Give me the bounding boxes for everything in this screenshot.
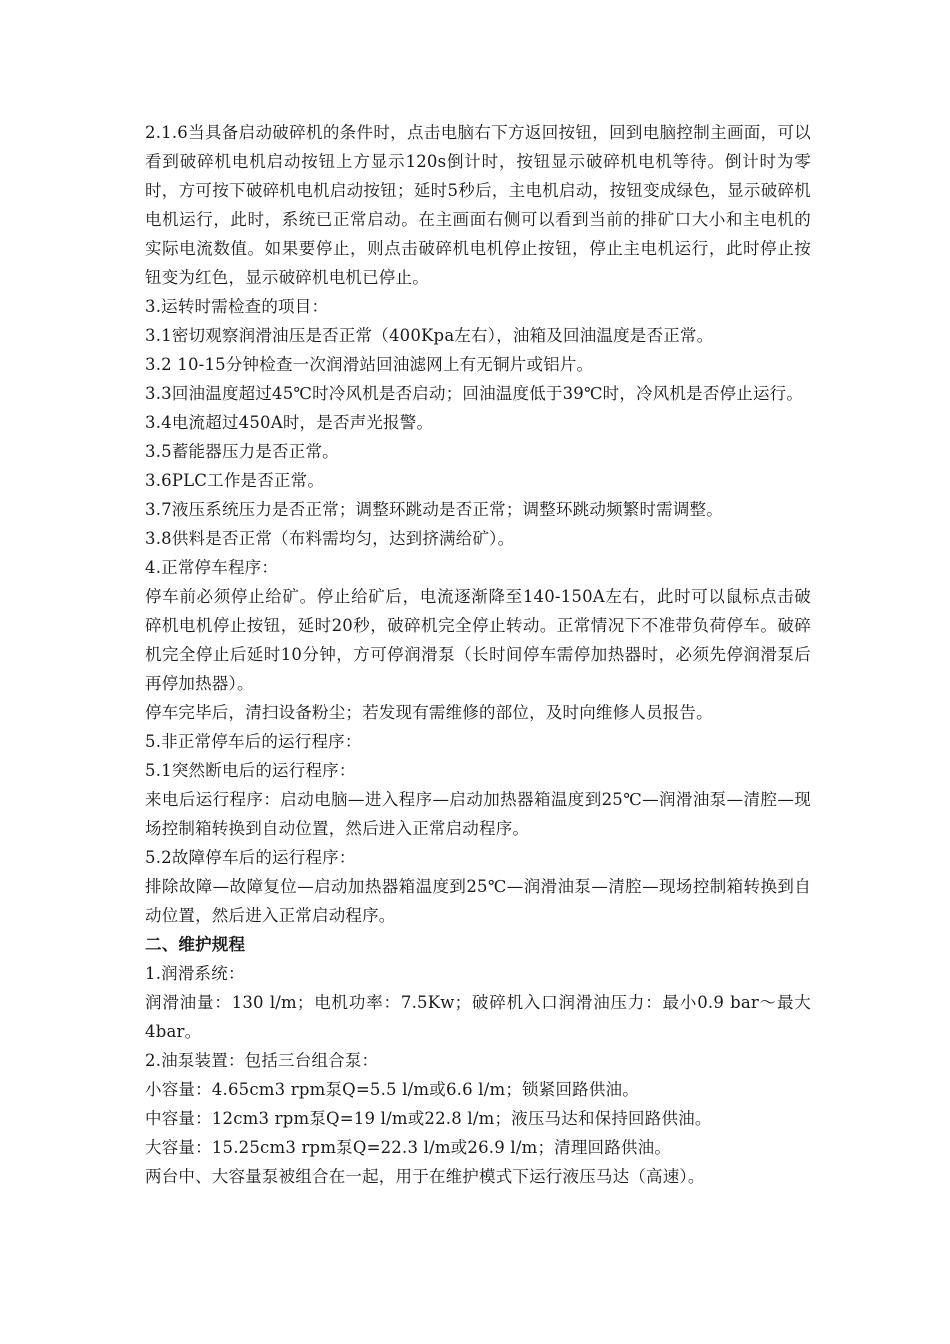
paragraph: 来电后运行程序：启动电脑—进入程序—启动加热器箱温度到25℃—润滑油泵—清腔—现场控制箱转换到自动位置，然后进入正常启动程序。 [145, 790, 811, 838]
paragraph: 5.2故障停车后的运行程序： [145, 848, 356, 867]
paragraph: 停车前必须停止给矿。停止给矿后，电流逐渐降至140-150A左右，此时可以鼠标点击破碎机电机停止按钮，延时20秒，破碎机完全停止转动。正常情况下不准带负荷停车。破碎机完全停止后延时10分钟，方可停润滑泵（长时间停车需停加热器时，必须先停润滑泵后再停加热器）。 [145, 587, 811, 693]
paragraph: 2.油泵装置：包括三台组合泵： [145, 1051, 379, 1070]
paragraph: 3.2 10-15分钟检查一次润滑站回油滤网上有无铜片或铝片。 [145, 355, 594, 374]
paragraph: 大容量：15.25cm3 rpm泵Q=22.3 l/m或26.9 l/m；清理回路供油。 [145, 1138, 672, 1157]
paragraph: 停车完毕后，清扫设备粉尘；若发现有需维修的部位，及时向维修人员报告。 [145, 703, 713, 722]
paragraph: 5.非正常停车后的运行程序： [145, 732, 362, 751]
paragraph: 3.5蓄能器压力是否正常。 [145, 442, 339, 461]
paragraph: 3.1密切观察润滑油压是否正常（400Kpa左右），油箱及回油温度是否正常。 [145, 326, 714, 345]
section-heading: 二、维护规程 [145, 935, 246, 954]
paragraph: 中容量：12cm3 rpm泵Q=19 l/m或22.8 l/m；液压马达和保持回路供油。 [145, 1109, 712, 1128]
paragraph: 3.4电流超过450A时，是否声光报警。 [145, 413, 434, 432]
paragraph: 小容量：4.65cm3 rpm泵Q=5.5 l/m或6.6 l/m；锁紧回路供油。 [145, 1080, 639, 1099]
paragraph: 3.运转时需检查的项目： [145, 297, 329, 316]
paragraph: 3.6PLC工作是否正常。 [145, 471, 325, 490]
paragraph: 排除故障—故障复位—启动加热器箱温度到25℃—润滑油泵—清腔—现场控制箱转换到自动位置，然后进入正常启动程序。 [145, 877, 811, 925]
paragraph: 3.7液压系统压力是否正常；调整环跳动是否正常；调整环跳动频繁时需调整。 [145, 500, 723, 519]
paragraph: 1.润滑系统： [145, 964, 245, 983]
paragraph: 润滑油量：130 l/m；电机功率：7.5Kw；破碎机入口润滑油压力：最小0.9 bar～最大4bar。 [145, 993, 811, 1041]
paragraph: 3.8供料是否正常（布料需均匀，达到挤满给矿）。 [145, 529, 515, 548]
paragraph: 4.正常停车程序： [145, 558, 279, 577]
paragraph: 3.3回油温度超过45℃时冷风机是否启动；回油温度低于39℃时，冷风机是否停止运行。 [145, 384, 804, 403]
paragraph: 两台中、大容量泵被组合在一起，用于在维护模式下运行液压马达（高速）。 [145, 1167, 705, 1186]
paragraph: 5.1突然断电后的运行程序： [145, 761, 356, 780]
paragraph: 2.1.6当具备启动破碎机的条件时，点击电脑右下方返回按钮，回到电脑控制主画面，可以看到破碎机电机启动按钮上方显示120s倒计时，按钮显示破碎机电机等待。倒计时为零时，方可按下破碎机电机启动按钮；延时5秒后，主电机启动，按钮变成绿色，显示破碎机电机运行，此时，系统已正常启动。在主画面右侧可以看到当前的排矿口大小和主电机的实际电流数值。如果要停止，则点击破碎机电机停止按钮，停止主电机运行，此时停止按钮变为红色，显示破碎机电机已停止。 [145, 123, 811, 287]
document-body [145, 118, 811, 1191]
